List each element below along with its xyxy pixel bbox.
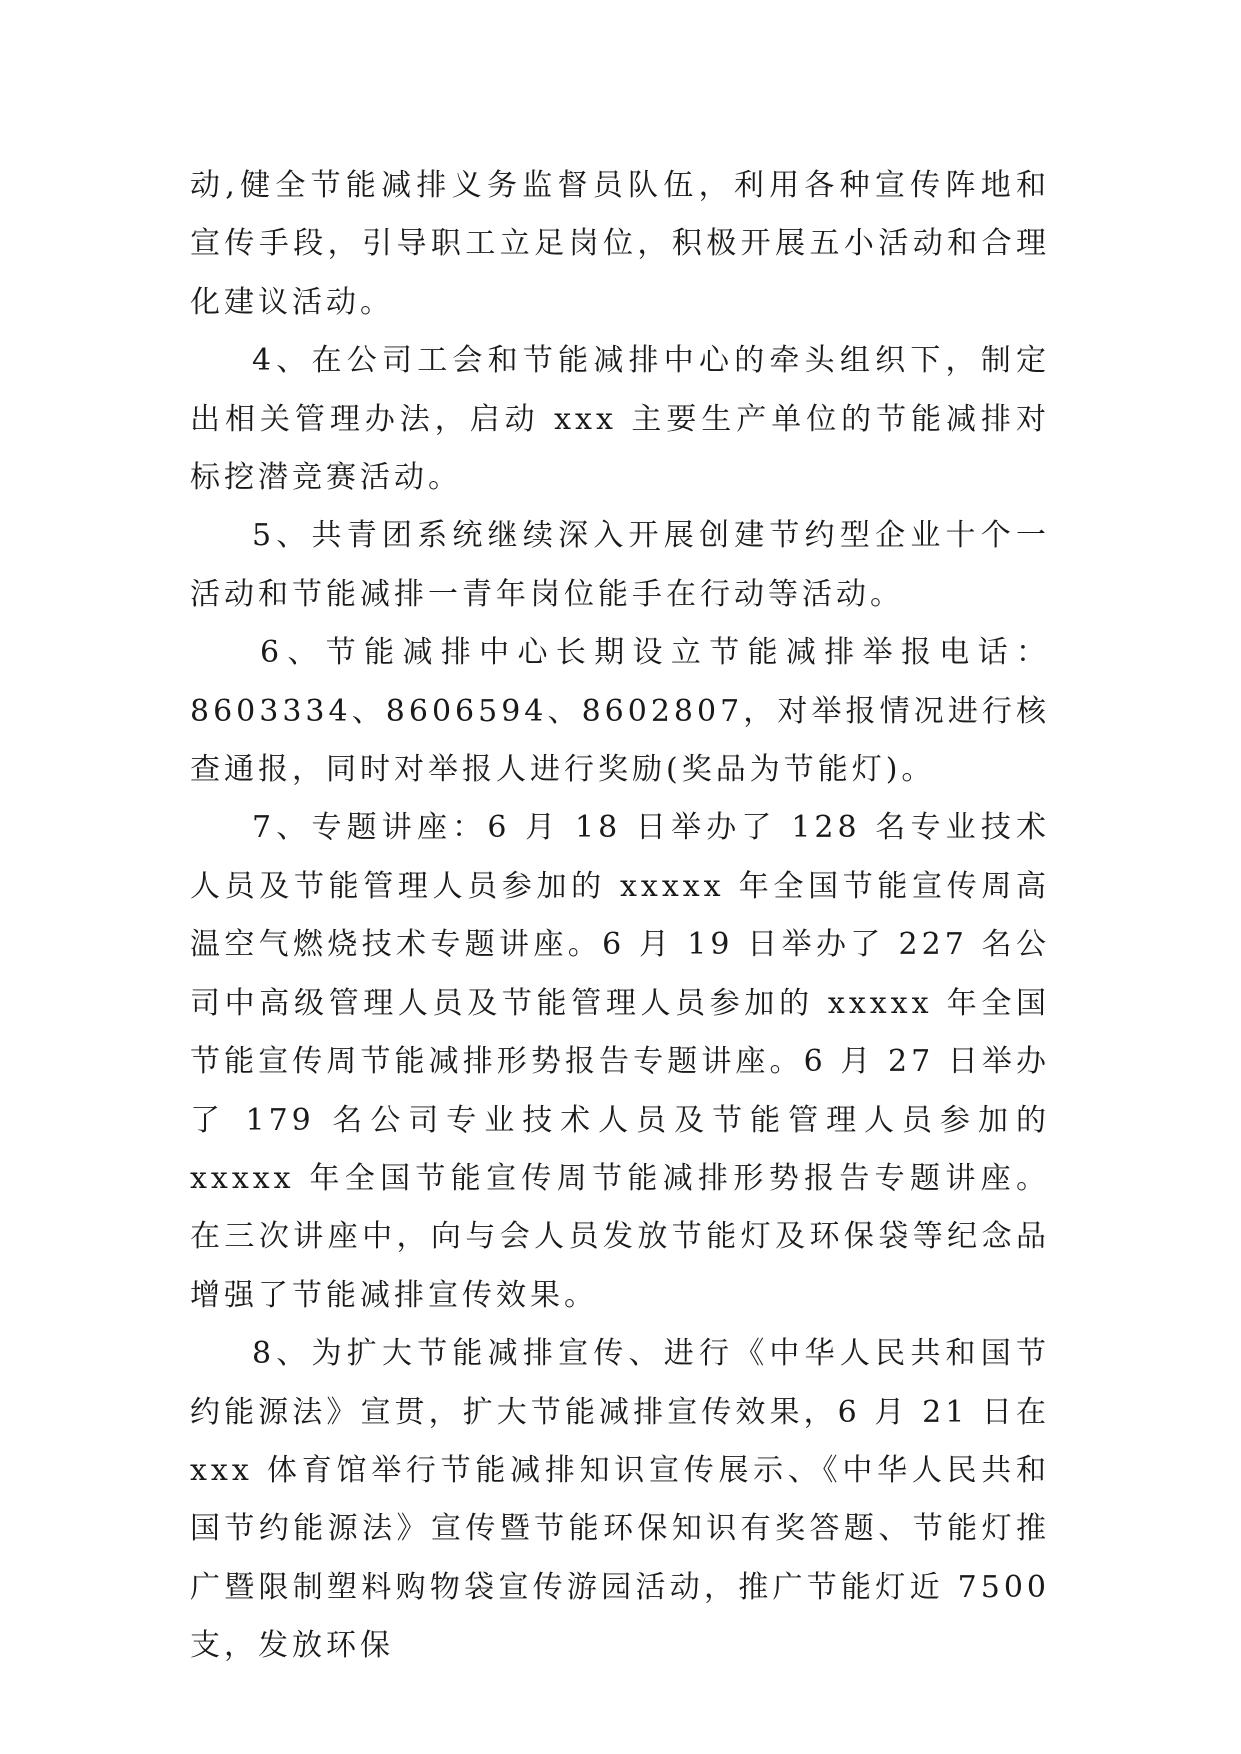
- paragraph-item-4: 4、在公司工会和节能减排中心的牵头组织下，制定出相关管理办法，启动 xxx 主要生产单位的节能减排对标挖潜竞赛活动。: [190, 343, 1050, 496]
- paragraph-item-6: 6、节能减排中心长期设立节能减排举报电话：8603334、8606594、8602807，对举报情况进行核查通报，同时对举报人进行奖励(奖品为节能灯)。: [190, 635, 1050, 788]
- paragraph-item-8: 8、为扩大节能减排宣传、进行《中华人民共和国节约能源法》宣贯，扩大节能减排宣传效果，6 月 21 日在 xxx 体育馆举行节能减排知识宣传展示、《中华人民共和国节约能源法》宣传暨节能环保知识有奖答题、节能灯推广暨限制塑料购物袋宣传游园活动，推广节能灯近 7500 支，发放环保: [190, 1336, 1050, 1664]
- paragraph-item-5: 5、共青团系统继续深入开展创建节约型企业十个一活动和节能减排一青年岗位能手在行动等活动。: [190, 518, 1050, 612]
- document-body: [190, 157, 1050, 1676]
- paragraph-continuation: 动,健全节能减排义务监督员队伍，利用各种宣传阵地和宣传手段，引导职工立足岗位，积极开展五小活动和合理化建议活动。: [190, 168, 1050, 320]
- paragraph-item-7: 7、专题讲座：6 月 18 日举办了 128 名专业技术人员及节能管理人员参加的 xxxxx 年全国节能宣传周高温空气燃烧技术专题讲座。6 月 19 日举办了 227 名公司中高级管理人员及节能管理人员参加的 xxxxx 年全国节能宣传周节能减排形势报告专题讲座。6 月 27 日举办了 179 名公司专业技术人员及节能管理人员参加的 xxxxx 年全国节能宣传周节能减排形势报告专题讲座。在三次讲座中，向与会人员发放节能灯及环保袋等纪念品增强了节能减排宣传效果。: [190, 810, 1050, 1313]
